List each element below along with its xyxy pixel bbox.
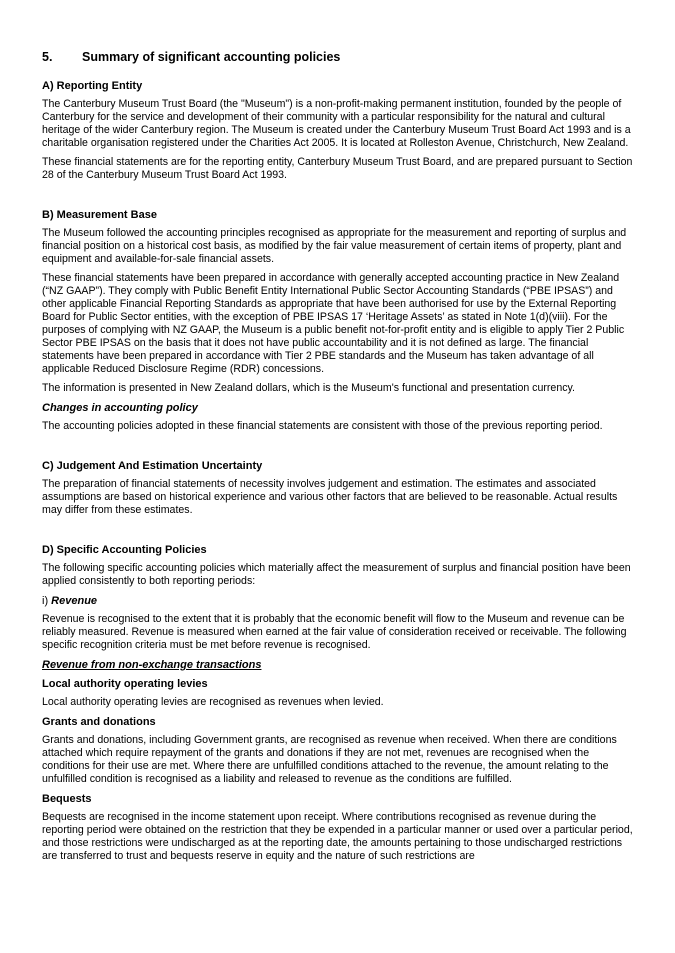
section-title <box>42 50 637 65</box>
heading-local-authority-levies: Local authority operating levies <box>42 678 208 690</box>
paragraph-specific-policies: The following specific accounting policies which materially affect the measurement of surplus and financial position have been applied consistently to both reporting periods: <box>42 562 631 587</box>
heading-grants-donations: Grants and donations <box>42 716 156 728</box>
paragraph-measurement-base-2: These financial statements have been prepared in accordance with generally accepted accounting practice in New Zealand (“NZ GAAP”). They comply with Public Benefit Entity International Public Sector Accounting Standards (“PBE IPSAS”) and other applicable Financial Reporting Standards as appropriate that have been authorised for use by the External Reporting Board for Public Sector entities, with the exception of PBE IPSAS 17 ‘Heritage Assets’ as stated in Note 1(d)(viii). For the purposes of complying with NZ GAAP, the Museum is a public benefit not-for-profit entity and is eligible to apply Tier 2 Public Sector PBE IPSAS on the basis that it does not have public accountability and it is not defined as large. The financial statements have been prepared in accordance with Tier 2 PBE standards and the Museum has taken advantage of all applicable Reduced Disclosure Regime (RDR) concessions. <box>42 272 625 375</box>
heading-revenue <box>42 594 637 608</box>
paragraph-grants-donations: Grants and donations, including Government grants, are recognised as revenue when received. When there are conditions attached which require repayment of the grants and donations if they are not met, revenues are recognised when the conditions for their use are met. Where there are unfulfilled conditions attached to the revenue, the amount relating to the unfulfilled condition is recognised as a liability and released to revenue as the conditions are fulfilled. <box>42 734 617 785</box>
paragraph-judgement-estimation: The preparation of financial statements of necessity involves judgement and estimation. The estimates and associated assumptions are based on historical experience and various other factors that are believed to be reasonable. Actual results may differ from these estimates. <box>42 478 618 516</box>
heading-non-exchange-revenue: Revenue from non-exchange transactions <box>42 659 262 671</box>
revenue-prefix: i) <box>42 595 52 607</box>
paragraph-local-authority-levies: Local authority operating levies are recognised as revenues when levied. <box>42 696 384 708</box>
heading-specific-policies: D) Specific Accounting Policies <box>42 544 207 556</box>
paragraph-reporting-entity-2: These financial statements are for the reporting entity, Canterbury Museum Trust Board, and are prepared pursuant to Section 28 of the Canterbury Museum Trust Board Act 1993. <box>42 156 633 181</box>
paragraph-bequests: Bequests are recognised in the income statement upon receipt. Where contributions recognised as revenue during the reporting period were obtained on the restriction that they be expended in a particular manner or used over a particular period, and those restrictions were undischarged as at the reporting date, the amounts pertaining to those undischarged restrictions are transferred to trust and bequests reserve in equity and the nature of such restrictions are <box>42 811 633 862</box>
paragraph-measurement-base-1: The Museum followed the accounting principles recognised as appropriate for the measurement and reporting of surplus and financial position on a historical cost basis, as modified by the fair value measurement of certain items of property, plant and equipment and available-for-sale financial assets. <box>42 227 627 265</box>
revenue-heading-text: Revenue <box>51 595 98 607</box>
heading-judgement-estimation: C) Judgement And Estimation Uncertainty <box>42 460 263 472</box>
section-title-text: Summary of significant accounting policies <box>82 50 341 64</box>
heading-reporting-entity: A) Reporting Entity <box>42 80 143 92</box>
spacer <box>42 188 637 208</box>
spacer <box>42 523 637 543</box>
paragraph-changes-in-accounting-policy: The accounting policies adopted in these financial statements are consistent with those of the previous reporting period. <box>42 420 603 432</box>
paragraph-measurement-base-3: The information is presented in New Zealand dollars, which is the Museum's functional and presentation currency. <box>42 382 575 394</box>
paragraph-revenue: Revenue is recognised to the extent that it is probably that the economic benefit will flow to the Museum and revenue can be reliably measured. Revenue is measured when earned at the fair value of consideration received or receivable. The following specific recognition criteria must be met before revenue is recognised. <box>42 613 627 651</box>
spacer <box>42 439 637 459</box>
heading-measurement-base: B) Measurement Base <box>42 209 157 221</box>
paragraph-reporting-entity-1: The Canterbury Museum Trust Board (the "Museum") is a non-profit-making permanent institution, founded by the people of Canterbury for the service and development of their community with a particular responsibility for the natural and cultural heritage of the wider Canterbury region. The Museum is created under the Canterbury Museum Trust Board Act 1993 and is a charitable organisation registered under the Charities Act 2005. It is located at Rolleston Avenue, Christchurch, New Zealand. <box>42 98 631 149</box>
heading-bequests: Bequests <box>42 793 92 805</box>
document-page <box>42 50 637 869</box>
section-number: 5. <box>42 50 53 64</box>
heading-changes-in-accounting-policy: Changes in accounting policy <box>42 402 198 414</box>
